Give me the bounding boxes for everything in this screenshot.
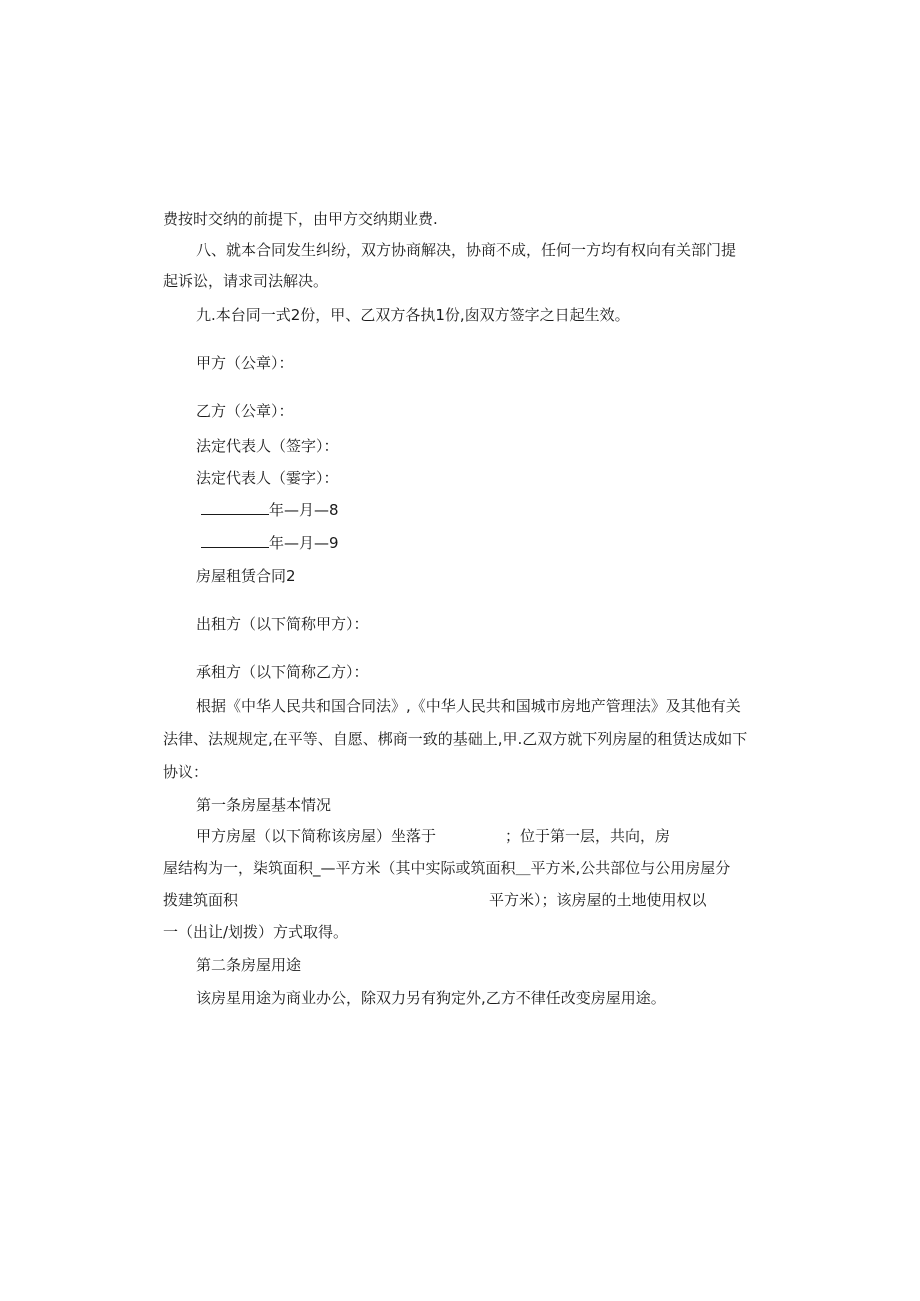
- article-1-line-1b: ；位于第一层，共向，房: [505, 827, 671, 845]
- date-blank-1: [201, 500, 269, 515]
- lessor-line: 出租方（以下简称甲方）：: [196, 615, 369, 633]
- basis-line-1: 根据《中华人民共和国合同法》,《中华人民共和国城市房地产管理法》及其他有关: [196, 697, 741, 715]
- article-1-line-1a: 甲方房屋（以下简称该房屋）坐落于: [196, 827, 437, 845]
- article-2-body: 该房星用途为商业办公，除双力另有狗定外,乙方不律任改变房屋用途。: [196, 989, 666, 1007]
- basis-line-2: 法律、法规规定,在平等、自愿、梆商一致的基础上,甲.乙双方就下列房屋的租赁达成如下: [163, 730, 748, 748]
- date-blank-2: [201, 533, 269, 548]
- article-2-title: 第二条房屋用途: [196, 956, 302, 974]
- legal-representative-2: 法定代表人（霎字）：: [196, 469, 339, 487]
- paragraph-8-line-2: 起诉讼，请求司法解决。: [163, 272, 329, 290]
- party-b-seal: 乙方（公章）：: [196, 402, 294, 420]
- article-1-line-2: 屋结构为一，柒筑面积_—平方米（其中实际或筑面积＿平方米,公共部位与公用房屋分: [163, 859, 731, 877]
- paragraph-8-line-1: 八、就本合同发生纠纷，双方协商解决，协商不成，任何一方均有权向有关部门提: [196, 241, 737, 259]
- lessee-line: 承租方（以下简称乙方）：: [196, 663, 369, 681]
- basis-line-3: 协议：: [163, 763, 209, 781]
- date-text-1: 年—月—8: [269, 501, 339, 519]
- party-a-seal: 甲方（公章）：: [196, 354, 294, 372]
- article-1-line-3b: 平方米）；该房屋的土地使用权以: [489, 891, 707, 909]
- paragraph-9: 九.本台同一式2份，甲、乙双方各执1份,囱双方签字之日起生效。: [196, 306, 630, 324]
- contract-title: 房屋租赁合同2: [196, 567, 296, 585]
- article-1-title: 第一条房屋基本情况: [196, 796, 332, 814]
- legal-representative-1: 法定代表人（签字）：: [196, 437, 339, 455]
- paragraph-fee: 费按时交纳的前提下，由甲方交纳期业费.: [163, 210, 438, 228]
- date-text-2: 年—月—9: [269, 534, 339, 552]
- date-line-2: [201, 533, 339, 553]
- date-line-1: [201, 500, 339, 520]
- article-1-line-3a: 拨建筑面积: [163, 891, 239, 909]
- article-1-line-4: 一（出让/划拨）方式取得。: [163, 923, 349, 941]
